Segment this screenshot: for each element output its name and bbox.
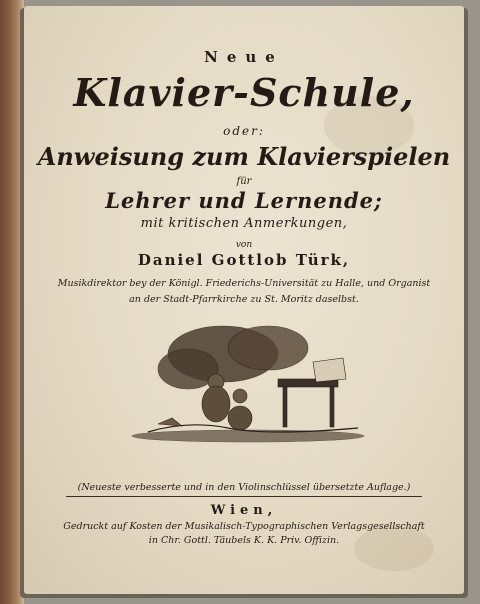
author-role-line-1: Musikdirektor bey der Königl. Friederichs-Universität zu Halle, und Organist	[57, 278, 431, 289]
place-of-publication: Wien,	[210, 503, 278, 518]
engraved-vignette	[128, 324, 368, 444]
preposition-von: von	[235, 240, 253, 250]
divider-rule	[66, 496, 422, 497]
preposition-fur: für	[236, 176, 252, 187]
main-title: Klavier-Schule,	[73, 70, 415, 115]
edition-note: (Neueste verbesserte und in den Violinschlüssel übersetzte Auflage.)	[77, 482, 411, 493]
conjunction-oder: oder:	[223, 124, 265, 138]
heading-neue: Neue	[204, 48, 284, 66]
author-role-line-2: an der Stadt-Pfarrkirche zu St. Moritz daselbst.	[129, 294, 359, 305]
subtitle: Anweisung zum Klavierspielen	[37, 142, 451, 171]
author-name: Daniel Gottlob Türk,	[137, 251, 351, 269]
audience-line: Lehrer und Lernende;	[105, 188, 383, 213]
publisher-line-1: Gedruckt auf Kosten der Musikalisch-Typographischen Verlagsgesellschaft	[63, 521, 425, 532]
paper-stain	[354, 526, 434, 571]
publisher-line-2: in Chr. Gottl. Täubels K. K. Priv. Offizin.	[148, 535, 340, 546]
annotations-line: mit kritischen Anmerkungen,	[140, 216, 348, 231]
title-page	[24, 6, 464, 594]
